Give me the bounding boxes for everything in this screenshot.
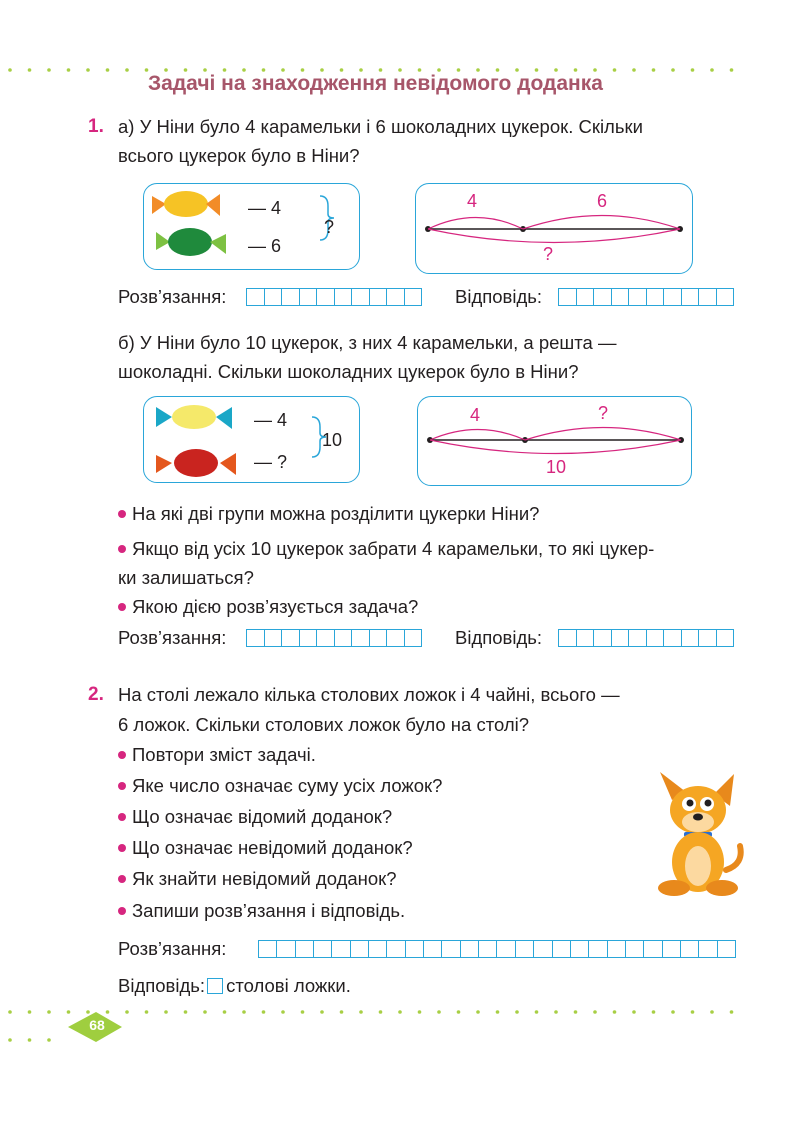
bullet-icon	[118, 875, 126, 883]
solution-cells-a[interactable]	[246, 288, 422, 306]
answer-label-a: Відповідь:	[455, 286, 543, 307]
task1-a-line1: а) У Ніни було 4 карамельки і 6 шоколадних цукерок. Скільки	[118, 116, 643, 137]
border-dot	[398, 1010, 402, 1014]
question-2-continued: ки залишаться?	[118, 567, 254, 588]
border-dot	[710, 68, 714, 72]
border-dot	[125, 1010, 129, 1014]
border-dot	[379, 1010, 383, 1014]
task2-number: 2.	[88, 684, 104, 705]
bullet-icon	[118, 907, 126, 915]
border-dot	[730, 68, 734, 72]
task1-a-line2: всього цукерок було в Ніни?	[118, 145, 360, 166]
segment-diagram-a	[416, 184, 694, 275]
border-dot	[710, 1010, 714, 1014]
border-dot	[613, 1010, 617, 1014]
task2-bullet-5: Як знайти невідомий доданок?	[118, 865, 397, 893]
border-dot	[671, 68, 675, 72]
solution-label-b: Розв’язання:	[118, 627, 227, 648]
scheme-b-value1: — 4	[254, 410, 288, 430]
scheme-b-total: 10	[322, 430, 343, 450]
border-dot	[47, 1038, 51, 1042]
question-3: Якою дією розв’язується задача?	[118, 593, 418, 621]
border-dot	[203, 1010, 207, 1014]
task2-bullet-2: Яке число означає суму усіх ложок?	[118, 772, 442, 800]
task2-bullet-6: Запиши розв’язання і відповідь.	[118, 897, 405, 925]
border-dot	[613, 68, 617, 72]
segment-box-a	[415, 183, 693, 274]
task1-b-line2: шоколадні. Скільки шоколадних цукерок було в Ніни?	[118, 361, 579, 382]
task1-b-line1: б) У Ніни було 10 цукерок, з них 4 карамельки, а решта —	[118, 332, 617, 353]
bullet-icon	[118, 545, 126, 553]
border-dot	[164, 1010, 168, 1014]
border-dot	[476, 1010, 480, 1014]
border-dot	[67, 68, 71, 72]
solution-label-a: Розв’язання:	[118, 286, 227, 307]
border-dot	[554, 1010, 558, 1014]
scheme-a-total: ?	[324, 217, 335, 237]
bullet-icon	[118, 603, 126, 611]
answer-cells-b[interactable]	[558, 629, 734, 647]
border-dot	[359, 1010, 363, 1014]
border-dot	[671, 1010, 675, 1014]
bullet-icon	[118, 844, 126, 852]
answer-cell-task2[interactable]	[207, 978, 223, 994]
segment-b-right: ?	[598, 403, 609, 423]
border-dot	[28, 1038, 32, 1042]
border-dot	[223, 1010, 227, 1014]
task2-bullet-3: Що означає відомий доданок?	[118, 803, 392, 831]
border-dot	[574, 1010, 578, 1014]
border-dot	[691, 1010, 695, 1014]
task2-line1: На столі лежало кілька столових ложок і 4 чайні, всього —	[118, 684, 620, 705]
solution-label-task2: Розв’язання:	[118, 938, 227, 959]
border-dot	[47, 1010, 51, 1014]
segment-a-bottom: ?	[543, 244, 554, 264]
answer-suffix: столові ложки.	[226, 975, 351, 996]
border-dot	[28, 1010, 32, 1014]
scheme-b-value2: — ?	[254, 452, 288, 472]
scheme-box-a	[143, 183, 360, 270]
border-dot	[47, 68, 51, 72]
border-dot	[281, 1010, 285, 1014]
border-dot	[184, 1010, 188, 1014]
border-dot	[8, 68, 12, 72]
answer-row-task2	[118, 972, 351, 1000]
border-dot	[535, 1010, 539, 1014]
task1-number: 1.	[88, 116, 104, 137]
border-dot	[437, 1010, 441, 1014]
answer-label-b: Відповідь:	[455, 627, 543, 648]
border-dot	[593, 1010, 597, 1014]
answer-label-task2: Відповідь:	[118, 975, 206, 996]
segment-a-right: 6	[597, 191, 608, 211]
segment-box-b	[417, 396, 692, 486]
segment-a-left: 4	[467, 191, 478, 211]
border-dot	[457, 1010, 461, 1014]
scheme-a-value1: — 4	[248, 198, 282, 218]
border-dot	[8, 1010, 12, 1014]
border-dot	[242, 1010, 246, 1014]
border-dot	[301, 1010, 305, 1014]
page-title: Задачі на знаходження невідомого доданка	[148, 72, 603, 95]
segment-b-bottom: 10	[546, 457, 567, 477]
border-dot	[496, 1010, 500, 1014]
border-dot	[106, 68, 110, 72]
task2-line2: 6 ложок. Скільки столових ложок було на столі?	[118, 714, 530, 735]
bullet-icon	[118, 510, 126, 518]
border-dot	[86, 68, 90, 72]
page-number: 68	[89, 1017, 105, 1033]
question-2: Якщо від усіх 10 цукерок забрати 4 карамельки, то які цукер-	[118, 535, 654, 563]
border-dot	[730, 1010, 734, 1014]
answer-cells-a[interactable]	[558, 288, 734, 306]
bullet-icon	[118, 751, 126, 759]
border-dot	[340, 1010, 344, 1014]
border-dot	[125, 68, 129, 72]
border-dot	[145, 1010, 149, 1014]
border-dot	[86, 1010, 90, 1014]
scheme-a-value2: — 6	[248, 236, 282, 256]
border-dot	[8, 1038, 12, 1042]
border-dot	[28, 68, 32, 72]
border-dot	[691, 68, 695, 72]
dog-icon	[652, 770, 744, 900]
border-dot	[515, 1010, 519, 1014]
segment-b-left: 4	[470, 405, 481, 425]
border-dot	[632, 1010, 636, 1014]
border-dot	[262, 1010, 266, 1014]
bullet-icon	[118, 782, 126, 790]
scheme-box-b	[143, 396, 360, 483]
border-dot	[106, 1010, 110, 1014]
border-dot	[632, 68, 636, 72]
bullet-icon	[118, 813, 126, 821]
border-dot	[320, 1010, 324, 1014]
question-1: На які дві групи можна розділити цукерки Ніни?	[118, 500, 539, 528]
task2-bullet-1: Повтори зміст задачі.	[118, 741, 316, 769]
border-dot	[67, 1010, 71, 1014]
solution-cells-b[interactable]	[246, 629, 422, 647]
border-dot	[652, 68, 656, 72]
task2-bullet-4: Що означає невідомий доданок?	[118, 834, 413, 862]
solution-cells-task2[interactable]	[258, 940, 736, 958]
border-dot	[418, 1010, 422, 1014]
border-dot	[652, 1010, 656, 1014]
